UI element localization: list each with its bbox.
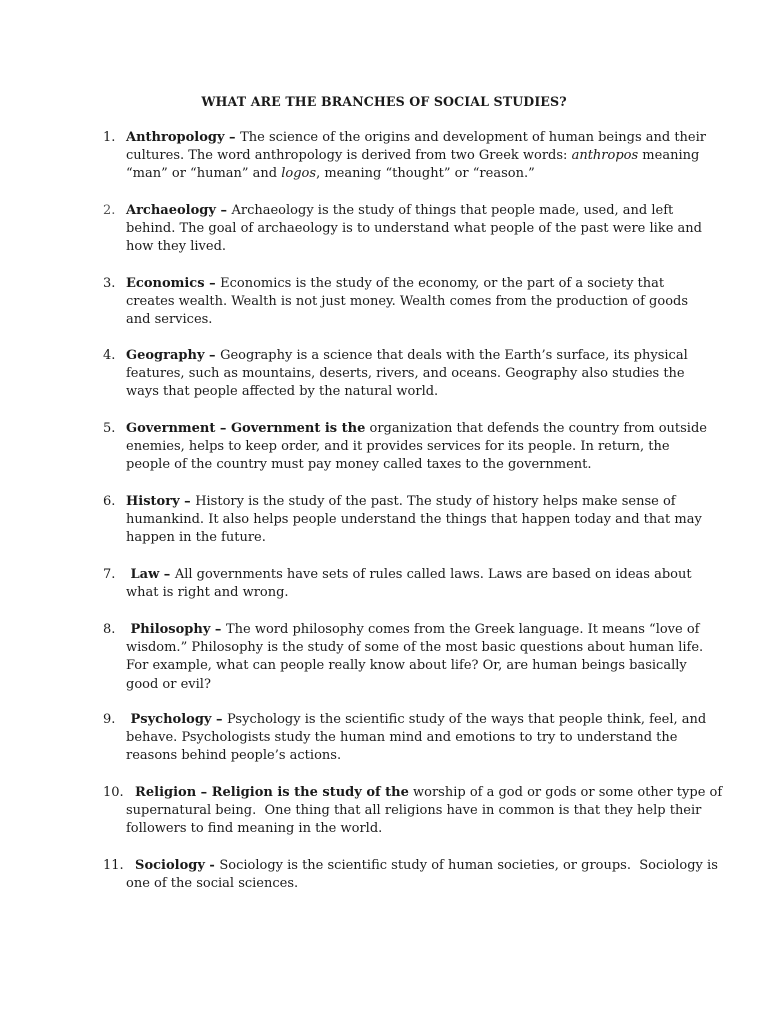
item-term: Psychology xyxy=(126,712,212,727)
item-line xyxy=(126,238,691,256)
item-line xyxy=(126,621,700,639)
item-line xyxy=(126,857,718,875)
item-body xyxy=(126,129,706,184)
item-text: people of the country must pay money called taxes to the government. xyxy=(126,457,592,473)
item-text: The science of the origins and development of human beings and their xyxy=(240,130,706,145)
item-term: Philosophy xyxy=(126,622,211,637)
item-line xyxy=(126,438,691,456)
item-term: Religion xyxy=(126,785,197,800)
item-text: enemies, helps to keep order, and it provides services for its people. In return, the xyxy=(126,439,670,455)
item-separator: – xyxy=(196,785,212,800)
item-separator: – xyxy=(159,567,175,582)
item-number: 9. xyxy=(103,712,116,727)
item-separator: – xyxy=(215,421,231,436)
item-line xyxy=(126,711,707,729)
item-line xyxy=(126,420,707,438)
item-line xyxy=(126,802,702,820)
item-text: supernatural being. One thing that all religions have in common is that they help their xyxy=(126,803,702,819)
item-text: Psychology is the scientific study of the ways that people think, feel, and xyxy=(227,712,707,727)
item-text: features, such as mountains, deserts, rivers, and oceans. Geography also studies the xyxy=(126,366,685,382)
item-body xyxy=(126,347,691,402)
item-text: what is right and wrong. xyxy=(126,585,289,601)
item-term: History xyxy=(126,494,180,509)
item-separator: – xyxy=(215,203,232,218)
item-body xyxy=(126,784,723,839)
item-line xyxy=(126,147,700,165)
item-text: Sociology is the scientific study of human societies, or groups. Sociology is xyxy=(219,858,718,873)
item-text: anthropos xyxy=(571,148,639,164)
item-term: Geography xyxy=(126,348,205,363)
item-text: worship of a god or gods or some other type of xyxy=(408,785,723,800)
item-number: 10. xyxy=(103,785,124,800)
item-separator: - xyxy=(204,858,220,873)
item-line xyxy=(126,566,691,584)
item-text: Economics is the study of the economy, or the part of a society that xyxy=(220,276,665,291)
item-number: 6. xyxy=(103,494,116,509)
item-text: “man” or “human” and xyxy=(126,166,282,182)
item-text: History is the study of the past. The study of history helps make sense of xyxy=(195,494,676,509)
item-line xyxy=(126,676,691,694)
item-body xyxy=(126,566,691,602)
item-number: 11. xyxy=(103,858,124,873)
item-text: one of the social sciences. xyxy=(126,876,299,892)
item-separator: – xyxy=(211,712,228,727)
item-line xyxy=(126,293,691,311)
item-line xyxy=(126,456,691,474)
item-term: Economics xyxy=(126,276,205,291)
item-term: Government xyxy=(126,421,216,436)
item-line xyxy=(126,347,691,365)
item-number: 5. xyxy=(103,421,116,436)
item-body xyxy=(126,420,707,475)
item-text: creates wealth. Wealth is not just money. Wealth comes from the production of goods xyxy=(126,294,689,310)
item-line xyxy=(126,383,691,401)
item-separator: – xyxy=(224,130,241,145)
item-line xyxy=(126,275,691,293)
item-text: reasons behind people’s actions. xyxy=(126,748,342,764)
item-text: behind. The goal of archaeology is to understand what people of the past were like and xyxy=(126,221,702,237)
item-text: The word philosophy comes from the Greek language. It means “love of xyxy=(225,622,700,637)
item-term: Law xyxy=(126,567,160,582)
item-line xyxy=(126,747,691,765)
item-text: Government is the xyxy=(230,421,366,436)
item-text: how they lived. xyxy=(126,239,227,255)
item-text: cultures. The word anthropology is derived from two Greek words: xyxy=(126,148,572,164)
item-number: 3. xyxy=(103,276,116,291)
item-number: 7. xyxy=(103,567,116,582)
item-body xyxy=(126,493,702,548)
item-text: good or evil? xyxy=(126,676,211,692)
item-term: Archaeology xyxy=(126,203,216,218)
item-line xyxy=(126,875,691,893)
item-line xyxy=(126,311,691,329)
item-body xyxy=(126,275,691,330)
item-separator: – xyxy=(204,348,221,363)
item-line xyxy=(126,584,691,602)
item-number: 8. xyxy=(103,622,116,637)
item-line xyxy=(126,202,691,220)
item-term: Anthropology xyxy=(126,130,225,145)
item-line xyxy=(126,820,691,838)
item-line xyxy=(126,639,704,657)
item-text: happen in the future. xyxy=(126,530,266,546)
item-line xyxy=(126,365,691,383)
item-text: logos xyxy=(281,166,317,182)
item-body xyxy=(126,711,707,766)
item-term: Sociology xyxy=(126,858,205,873)
item-text: organization that defends the country from outside xyxy=(365,421,707,436)
item-text: and services. xyxy=(126,312,213,328)
item-line xyxy=(126,220,702,238)
item-text: Archaeology is the study of things that people made, used, and left xyxy=(231,203,674,218)
item-separator: – xyxy=(204,276,221,291)
item-text: For example, what can people really know about life? Or, are human beings basically xyxy=(126,658,687,674)
item-line xyxy=(126,165,691,183)
item-line xyxy=(126,493,691,511)
item-line xyxy=(126,784,723,802)
item-text: Religion is the study of the xyxy=(211,785,409,800)
item-line xyxy=(126,729,691,747)
item-text: , meaning “thought” or “reason.” xyxy=(316,166,535,182)
item-number: 2. xyxy=(103,203,116,218)
item-body xyxy=(126,621,704,694)
item-line xyxy=(126,129,706,147)
item-text: wisdom.” Philosophy is the study of some of the most basic questions about human life. xyxy=(126,640,704,656)
item-body xyxy=(126,857,718,893)
item-separator: – xyxy=(210,622,226,637)
item-text: followers to find meaning in the world. xyxy=(126,821,383,837)
document-title: WHAT ARE THE BRANCHES OF SOCIAL STUDIES? xyxy=(201,94,567,109)
item-line xyxy=(126,657,691,675)
item-text: Geography is a science that deals with the Earth’s surface, its physical xyxy=(220,348,688,363)
item-text: meaning xyxy=(638,148,700,164)
item-body xyxy=(126,202,702,257)
item-text: ways that people affected by the natural world. xyxy=(126,384,439,400)
item-number: 1. xyxy=(103,130,116,145)
item-text: All governments have sets of rules called laws. Laws are based on ideas about xyxy=(174,567,692,582)
item-text: humankind. It also helps people understand the things that happen today and that may xyxy=(126,512,702,528)
item-number: 4. xyxy=(103,348,116,363)
item-line xyxy=(126,511,702,529)
item-text: behave. Psychologists study the human mind and emotions to try to understand the xyxy=(126,730,678,746)
item-line xyxy=(126,529,691,547)
item-separator: – xyxy=(179,494,196,509)
